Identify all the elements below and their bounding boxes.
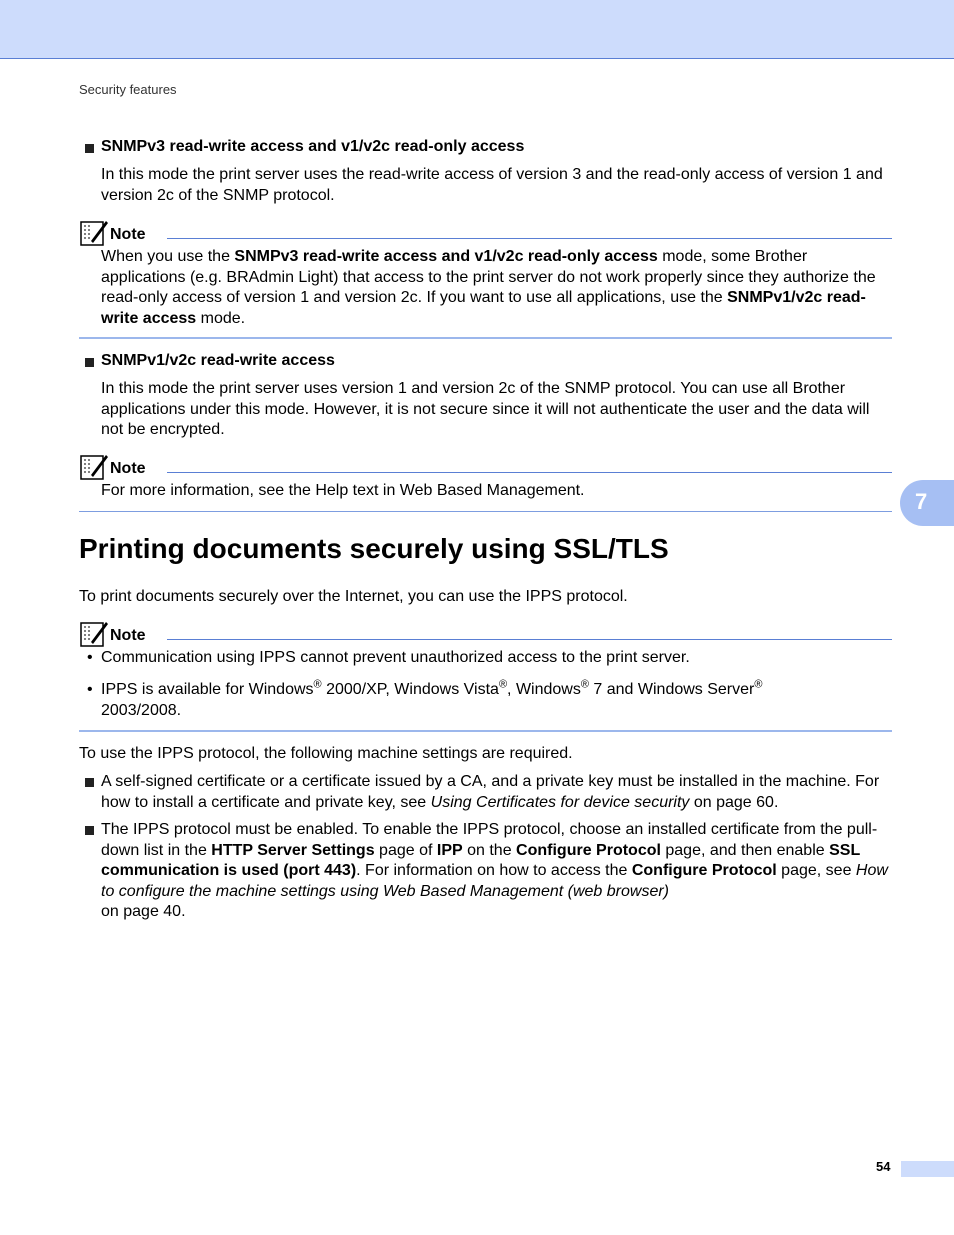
square-bullet-icon	[85, 778, 94, 787]
registered-mark: ®	[580, 678, 589, 691]
cross-reference: How to configure the machine settings using Web Based Management (web browser)	[101, 862, 888, 900]
item-heading: SNMPv3 read-write access and v1/v2c read-only access	[101, 138, 525, 155]
note-text: mode, some Brother applications (e.g. BRAdmin Light) that access to the print server do not work properly since they authorize the read-only access of version 1 and version 2c. If you want to use all applications, use the	[101, 248, 876, 306]
note-rule	[167, 639, 892, 640]
note-header	[79, 453, 892, 483]
requirements-lead: To use the IPPS protocol, the following machine settings are required.	[79, 745, 573, 762]
page-number: 54	[876, 1159, 891, 1174]
bullet-dot: •	[87, 681, 93, 698]
text-run: page, and then enable	[660, 841, 830, 859]
note-end-rule	[79, 730, 892, 732]
note-text: When you use the	[101, 248, 235, 265]
square-bullet-icon	[85, 144, 94, 153]
section-intro: To print documents securely over the Internet, you can use the IPPS protocol.	[79, 588, 628, 605]
item-snmpv3-heading-row	[79, 138, 892, 158]
note-rule	[167, 472, 892, 473]
note-body: For more information, see the Help text in Web Based Management.	[101, 482, 585, 499]
text-run: . For information on how to access the	[356, 862, 632, 879]
note-label: Note	[110, 226, 146, 243]
registered-mark: ®	[498, 678, 508, 691]
text-run: , Windows	[507, 681, 581, 698]
text-run: The IPPS protocol must be enabled. To enable the IPPS protocol, choose an installed certificate from the pull-down list in the	[101, 821, 878, 859]
running-header: Security features	[79, 82, 177, 97]
text-run: A self-signed certificate or a certificate issued by a CA, and a private key must be installed in the machine. For how to install a certificate and private key, see	[101, 773, 880, 811]
note-end-rule	[79, 337, 892, 339]
note-text: mode.	[196, 309, 246, 327]
text-run: page of	[374, 841, 437, 859]
ui-term: IPP	[436, 841, 463, 859]
text-run: 7 and Windows Server	[588, 681, 755, 698]
chapter-number: 7	[915, 489, 928, 514]
requirement-text	[101, 820, 892, 923]
note-bullet-text	[101, 680, 892, 721]
registered-mark: ®	[754, 678, 763, 691]
text-run: 2003/2008.	[101, 701, 182, 719]
text-run: 2000/XP, Windows Vista	[321, 681, 499, 698]
chapter-tab	[900, 480, 954, 526]
section-title: Printing documents securely using SSL/TLS	[79, 533, 669, 564]
ui-term: Configure Protocol	[516, 841, 661, 859]
header-band	[0, 0, 954, 59]
text-run: on page 40.	[101, 903, 186, 920]
text-run: page, see	[776, 862, 856, 879]
note-pencil-icon	[79, 453, 109, 481]
note-end-rule	[79, 511, 892, 512]
item-snmpv1-heading-row	[79, 352, 892, 372]
note-rule	[167, 238, 892, 239]
text-run: on page 60.	[689, 793, 779, 811]
text-run: on the	[462, 841, 517, 859]
note-label: Note	[110, 627, 146, 644]
item-body: In this mode the print server uses version 1 and version 2c of the SNMP protocol. You can use all Brother applications under this mode. However, it is not secure since it will not authenticate the user and the data will not be encrypted.	[101, 380, 870, 438]
note-bold-mode: SNMPv3 read-write access and v1/v2c read-only access	[234, 248, 658, 265]
square-bullet-icon	[85, 826, 94, 835]
ui-term: HTTP Server Settings	[211, 841, 375, 859]
page-number-bar	[901, 1161, 954, 1177]
item-heading: SNMPv1/v2c read-write access	[101, 352, 335, 369]
note-bold-mode: SNMPv1/v2c read-write access	[101, 289, 866, 327]
note-body	[101, 247, 892, 329]
note-pencil-icon	[79, 620, 109, 648]
bullet-dot: •	[87, 649, 93, 666]
note-label: Note	[110, 460, 146, 477]
ui-term: Configure Protocol	[631, 862, 777, 879]
requirement-text	[101, 772, 892, 813]
ui-term: SSL communication is used (port 443)	[101, 841, 860, 879]
registered-mark: ®	[313, 678, 322, 691]
item-body: In this mode the print server uses the read-write access of version 3 and the read-only access of version 1 and version 2c of the SNMP protocol.	[101, 166, 883, 204]
cross-reference: Using Certificates for device security	[430, 793, 690, 811]
note-pencil-icon	[79, 219, 109, 247]
note-header	[79, 219, 892, 249]
text-run: IPPS is available for Windows	[101, 681, 314, 698]
square-bullet-icon	[85, 358, 94, 367]
note-bullet-text: Communication using IPPS cannot prevent unauthorized access to the print server.	[101, 649, 690, 666]
note-header	[79, 620, 892, 650]
